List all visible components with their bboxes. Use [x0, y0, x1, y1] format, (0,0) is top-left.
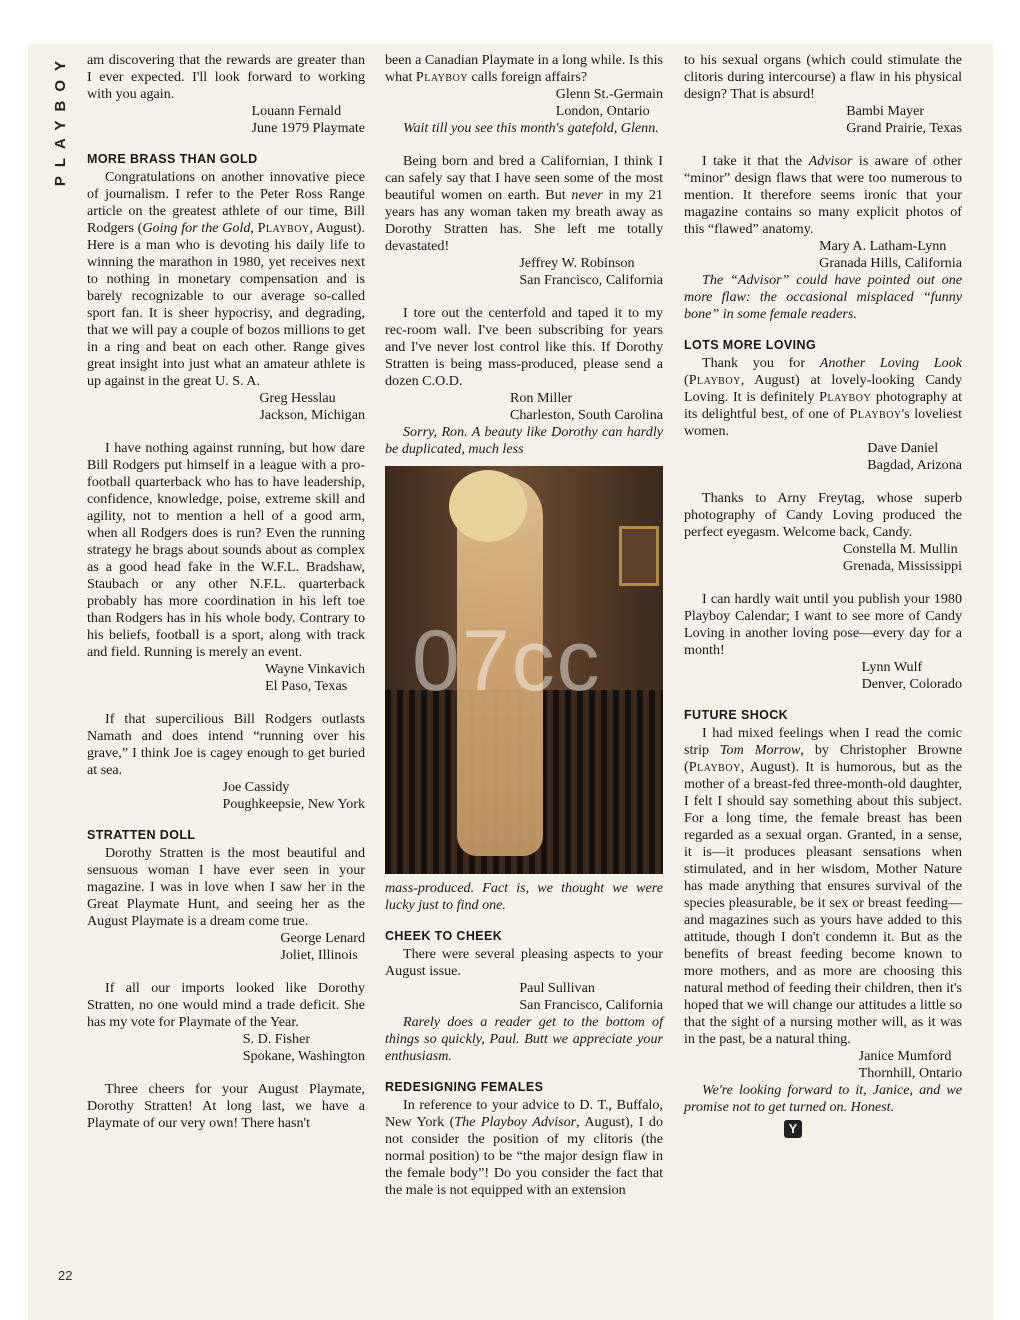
- section-heading: FUTURE SHOCK: [684, 708, 789, 722]
- letter-body: Being born and bred a Californian, I think I can safely say that I have seen some of the most beautiful women on earth. But never in my 21 years has any woman taken my breath away as Dorothy Stratten has. She left me totally devastated!: [385, 153, 663, 254]
- signer-place: London, Ontario: [555, 103, 650, 119]
- column-1: [87, 52, 365, 1132]
- signer-name: Greg Hesslau: [259, 390, 336, 406]
- signer-place: Bagdad, Arizona: [867, 457, 962, 473]
- signature: [684, 238, 962, 272]
- signature: [385, 86, 663, 120]
- section-heading: LOTS MORE LOVING: [684, 338, 817, 352]
- signer-name: Ron Miller: [509, 390, 573, 406]
- editor-reply: Sorry, Ron. A beauty like Dorothy can hardly be duplicated, much less: [385, 424, 663, 457]
- letter-body: In reference to your advice to D. T., Buffalo, New York (The Playboy Advisor, August), I do not consider the position of my clitoris (the normal position) to be “the major design flaw in the female body”! Do you consider the fact that the male is not equipped with an extension: [385, 1097, 663, 1198]
- signer-place: Joliet, Illinois: [280, 947, 358, 963]
- letter-body: Thanks to Arny Freytag, whose superb photography of Candy Loving produced the perfect eyegasm. Welcome back, Candy.: [684, 490, 962, 540]
- letter-body: If all our imports looked like Dorothy Stratten, no one would mind a trade deficit. She has my vote for Playmate of the Year.: [87, 980, 365, 1030]
- signer-name: Wayne Vinkavich: [265, 661, 365, 677]
- letter-body: Congratulations on another innovative piece of journalism. I refer to the Peter Ross Range article on the greatest athlete of our time, Bill Rodgers (Going for the Gold, Playboy, August). Here is a man who is devoting his daily life to winning the marathon in 1980, yet receives next to nothing in monetary compensation and is barely recognizable to our average so-called sport fan. It is sheer hypocrisy, and degrading, that we will pay a couple of bozos millions to get in a ring and beat on each other. Range gives great insight into just what an amateur athlete is up against in the great U. S. A.: [87, 169, 365, 389]
- signer-place: Thornhill, Ontario: [858, 1065, 962, 1081]
- letter-body: been a Canadian Playmate in a long while. Is this what Playboy calls foreign affairs?: [385, 52, 663, 85]
- signer-place: San Francisco, California: [519, 272, 663, 288]
- signer-name: Lynn Wulf: [861, 659, 923, 675]
- rabbit-end-mark-icon: Y: [784, 1120, 802, 1138]
- signer-name: Louann Fernald: [251, 103, 342, 119]
- section-heading: REDESIGNING FEMALES: [385, 1080, 544, 1094]
- editor-reply: Rarely does a reader get to the bottom of things so quickly, Paul. Butt we appreciate your enthusiasm.: [385, 1014, 663, 1064]
- signature: [684, 103, 962, 137]
- signer-name: Dave Daniel: [867, 440, 939, 456]
- signature: [87, 930, 365, 964]
- signer-name: Mary A. Latham-Lynn: [819, 238, 947, 254]
- letter-body: Dorothy Stratten is the most beautiful and sensuous woman I have ever seen in your magazine. I was in love when I saw her in the Great Playmate Hunt, and seeing her as the August Playmate is a dream come true.: [87, 845, 365, 929]
- letter-body: I had mixed feelings when I read the comic strip Tom Morrow, by Christopher Browne (Playboy, August). It is humorous, but as the mother of a breast-fed three-month-old daughter, I felt I should say something about this subject. For a long time, the female breast has been regarded as a sexual organ. Granted, in a sense, it is—it produces pleasant sensations when stimulated, and in her wisdom, Mother Nature has made anything that ensures survival of the species pleasurable, be it sex or breast feeding—and magazines such as yours have added to this attitude, though I don't condemn it. But as the benefits of breast feeding become known to more mothers, and as more are choosing this natural method of feeding their children, then it's hoped that we will change our attitudes a little so that the sight of a nursing mother will, as it was in the past, be a natural thing.: [684, 725, 962, 1047]
- signature: [684, 541, 962, 575]
- letter-body: I tore out the centerfold and taped it to my rec-room wall. I've been subscribing for years and I've never lost control like this. If Dorothy Stratten is being mass-produced, please send a dozen C.O.D.: [385, 305, 663, 389]
- letter-body: to his sexual organs (which could stimulate the clitoris during intercourse) a flaw in his physical design? That is absurd!: [684, 52, 962, 102]
- signature: [684, 659, 962, 693]
- signature: [87, 779, 365, 813]
- column-3: [684, 52, 962, 1138]
- letter-body: am discovering that the rewards are greater than I ever expected. I'll look forward to working with you again.: [87, 52, 365, 102]
- editor-reply: We're looking forward to it, Janice, and we promise not to get turned on. Honest.: [684, 1082, 962, 1115]
- editor-reply: Wait till you see this month's gatefold, Glenn.: [403, 120, 659, 136]
- letter-body: Three cheers for your August Playmate, Dorothy Stratten! At long last, we have a Playmate of our very own! There hasn't: [87, 1081, 365, 1131]
- signature: [87, 103, 365, 137]
- signer-place: El Paso, Texas: [265, 678, 348, 694]
- signature: [385, 255, 663, 289]
- letter-body: If that supercilious Bill Rodgers outlasts Namath and does intend “running over his grave,” I think Joe is cagey enough to get buried at sea.: [87, 711, 365, 778]
- signature: [385, 980, 663, 1014]
- signature: [684, 1048, 962, 1082]
- letter-body: Thank you for Another Loving Look (Playboy, August) at lovely-looking Candy Loving. It is definitely Playboy photography at its delightful best, of one of Playboy's loveliest women.: [684, 355, 962, 439]
- signer-name: Paul Sullivan: [519, 980, 595, 996]
- signer-place: Grand Prairie, Texas: [846, 120, 962, 136]
- section-heading: CHEEK TO CHEEK: [385, 929, 503, 943]
- signer-name: Jeffrey W. Robinson: [519, 255, 635, 271]
- watermark: 07cc: [412, 613, 602, 709]
- letter-body: I can hardly wait until you publish your 1980 Playboy Calendar; I want to see more of Candy Loving in another loving pose—every day for a month!: [684, 591, 962, 658]
- signer-place: Granada Hills, California: [819, 255, 962, 271]
- letter-body: I have nothing against running, but how dare Bill Rodgers put himself in a league with a pro-football quarterback who has to have leadership, confidence, knowledge, poise, extreme skill and agility, not to mention a hell of a good arm, when all Rodgers does is run? Even the running strategy he brags about sounds about as complex as a good head fake in the W.F.L. Bradshaw, Staubach or any other N.F.L. quarterback probably has more coordination in his left toe than Rodgers has in his whole body. Contrary to his beliefs, football is a sport, along with track and field. Running is merely an event.: [87, 440, 365, 660]
- page-number: 22: [58, 1268, 73, 1283]
- signer-place: Charleston, South Carolina: [509, 407, 663, 423]
- signer-place: Poughkeepsie, New York: [222, 796, 365, 812]
- signer-place: Spokane, Washington: [242, 1048, 365, 1064]
- signer-place: San Francisco, California: [519, 997, 663, 1013]
- running-head: PLAYBOY: [52, 52, 69, 187]
- signer-name: Joe Cassidy: [222, 779, 290, 795]
- editor-reply: mass-produced. Fact is, we thought we were lucky just to find one.: [385, 880, 663, 913]
- letter-body: There were several pleasing aspects to your August issue.: [385, 946, 663, 979]
- editor-reply: The “Advisor” could have pointed out one more flaw: the occasional misplaced “funny bone” in some female readers.: [684, 272, 962, 322]
- section-heading: MORE BRASS THAN GOLD: [87, 152, 258, 166]
- signer-place: Jackson, Michigan: [259, 407, 365, 423]
- signature: [87, 390, 365, 424]
- signer-name: Janice Mumford: [858, 1048, 952, 1064]
- signer-name: S. D. Fisher: [242, 1031, 311, 1047]
- signer-place: Denver, Colorado: [861, 676, 962, 692]
- signature: [87, 1031, 365, 1065]
- signer-name: Bambi Mayer: [846, 103, 925, 119]
- signature: [87, 661, 365, 695]
- section-heading: STRATTEN DOLL: [87, 828, 196, 842]
- signer-name: Glenn St.-Germain: [555, 86, 663, 102]
- signer-place: Grenada, Mississippi: [842, 558, 962, 574]
- signature: [684, 440, 962, 474]
- signer-place: June 1979 Playmate: [251, 120, 365, 136]
- signer-name: Constella M. Mullin: [842, 541, 958, 557]
- signer-name: George Lenard: [280, 930, 365, 946]
- letter-body: I take it that the Advisor is aware of other “minor” design flaws that were too numerous to mention. It therefore seems ironic that your magazine contains so many explicit photos of this “flawed” anatomy.: [684, 153, 962, 237]
- wall-picture-frame: [619, 526, 659, 586]
- signature: [385, 390, 663, 424]
